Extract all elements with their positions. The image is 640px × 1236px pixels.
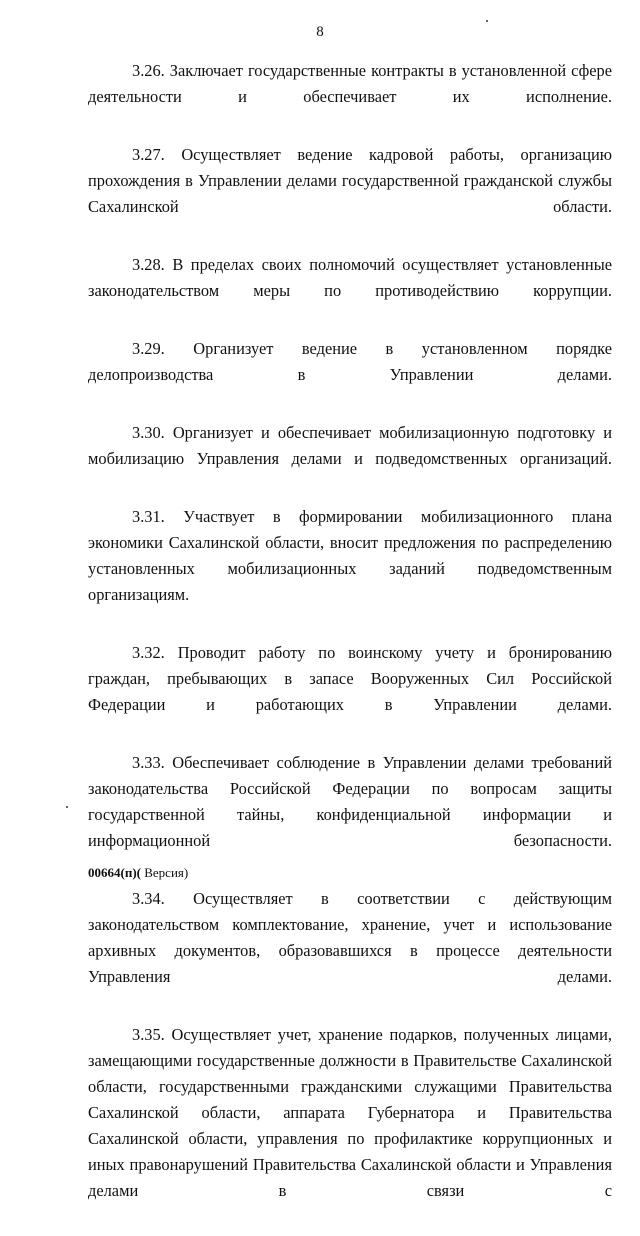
scan-speck-mark — [486, 20, 488, 22]
paragraph-3-26: 3.26. Заключает государственные контракты в установленной сфере деятельности и обеспечивает их исполнение. — [88, 61, 612, 106]
paragraph-3-29: 3.29. Организует ведение в установленном порядке делопроизводства в Управлении делами. — [88, 339, 612, 384]
paragraph-3-31: 3.31. Участвует в формировании мобилизационного плана экономики Сахалинской области, вносит предложения по распределению установленных мобилизационных заданий подведомственным организациям. — [88, 507, 612, 604]
paragraph-3-32: 3.32. Проводит работу по воинскому учету и бронированию граждан, пребывающих в запасе Вооруженных Сил Российской Федерации и работающих в Управлении делами. — [88, 643, 612, 714]
document-body — [88, 58, 612, 1236]
paragraph-3-27: 3.27. Осуществляет ведение кадровой работы, организацию прохождения в Управлении делами государственной гражданской службы Сахалинской области. — [88, 145, 612, 216]
paragraph-3-33: 3.33. Обеспечивает соблюдение в Управлении делами требований законодательства Российской Федерации по вопросам защиты государственной тайны, конфиденциальной информации и информационной безопасности. — [88, 753, 612, 850]
paragraph-3-30: 3.30. Организует и обеспечивает мобилизационную подготовку и мобилизацию Управления делами и подведомственных организаций. — [88, 423, 612, 468]
footer-document-code — [88, 865, 188, 881]
scan-speck-mark — [66, 806, 68, 808]
paragraph-3-35: 3.35. Осуществляет учет, хранение подарков, полученных лицами, замещающими государственные должности в Правительстве Сахалинской области, государственными гражданскими служащими Правительства Сахалинской области, аппарата Губернатора и Правительства Сахалинской области, управления по профилактике коррупционных и иных правонарушений Правительства Сахалинской области и Управления делами в связи с — [88, 1025, 612, 1200]
footer-code: 00664(п)( — [88, 865, 141, 880]
page-number: 8 — [316, 24, 324, 40]
footer-version: Версия) — [140, 865, 189, 880]
paragraph-3-28: 3.28. В пределах своих полномочий осуществляет установленные законодательством меры по противодействию коррупции. — [88, 255, 612, 300]
paragraph-3-34: 3.34. Осуществляет в соответствии с действующим законодательством комплектование, хранение, учет и использование архивных документов, образовавшихся в процессе деятельности Управления делами. — [88, 889, 612, 986]
